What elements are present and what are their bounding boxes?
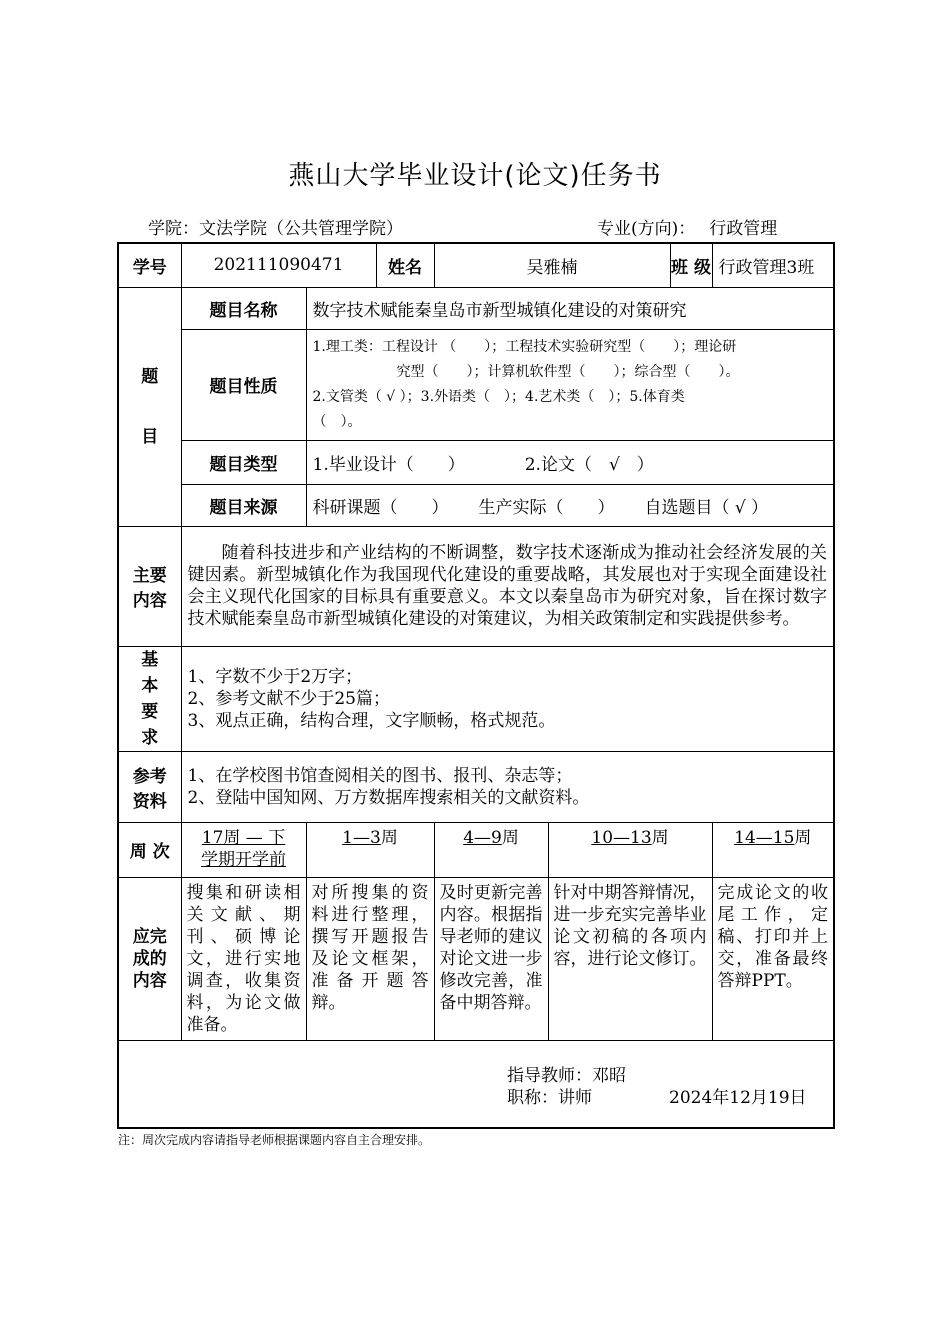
- list-item: 2、登陆中国知网、万方数据库搜索相关的文献资料。: [187, 787, 590, 808]
- week-row: [118, 822, 834, 877]
- references-label: 参考 资料: [118, 751, 181, 822]
- requirements-row: [118, 646, 834, 751]
- week-cell: 17周 — 下 学期开学前: [181, 822, 306, 877]
- student-id-label: 学号: [118, 243, 181, 287]
- task-cell: 完成论文的收尾工作，定稿、打印并上交，准备最终答辩PPT。: [712, 877, 834, 1040]
- student-name-label: 姓名: [376, 243, 434, 287]
- week-cell: 4—9周: [434, 822, 548, 877]
- list-item: 1、字数不少于2万字；: [187, 666, 363, 687]
- topic-source: 科研课题（ ） 生产实际（ ） 自选题目（ √ ）: [306, 484, 834, 526]
- topic-source-row: [118, 484, 834, 526]
- topic-name: 数字技术赋能秦皇岛市新型城镇化建设的对策研究: [306, 287, 834, 329]
- class-label: 班 级: [670, 243, 712, 287]
- topic-section-label: 题 目: [118, 287, 181, 526]
- major-value: 行政管理: [709, 219, 778, 239]
- task-cell: 搜集和研读相关文献、期刊、硕博论文，进行实地调查，收集资料，为论文做准备。: [181, 877, 306, 1040]
- list-item: 3、观点正确，结构合理，文字顺畅，格式规范。: [187, 710, 556, 731]
- list-item: 2、参考文献不少于25篇；: [187, 688, 390, 709]
- requirements-list: [181, 646, 834, 751]
- task-cell: 对所搜集的资料进行整理，撰写开题报告及论文框架，准备开题答辩。: [306, 877, 434, 1040]
- tasks-label: 应完 成的 内容: [118, 877, 181, 1040]
- week-cell: 14—15周: [712, 822, 834, 877]
- topic-nature: 1.理工类：工程设计 （ ）；工程技术实验研究型（ ）；理论研 究型（ ）；计算机软件型（ ）；综合型（ ）。 2.文管类（ √ ）；3.外语类（ ）；4.艺术类（ ）；5.体育类 （ ）。: [306, 329, 834, 440]
- week-cell: 10—13周: [548, 822, 712, 877]
- signature-cell: [118, 1040, 834, 1128]
- topic-type: 1.毕业设计（ ） 2.论文（ √ ）: [306, 440, 834, 484]
- college-info: 学院：文法学院（公共管理学院）: [148, 219, 403, 239]
- document-title: 燕山大学毕业设计(论文)任务书: [288, 161, 662, 191]
- main-content-text: 随着科技进步和产业结构的不断调整，数字技术逐渐成为推动社会经济发展的关键因素。新型城镇化作为我国现代化建设的重要战略，其发展也对于实现全面建设社会主义现代化国家的目标具有重要意义。本文以秦皇岛市为研究对象，旨在探讨数字技术赋能秦皇岛市新型城镇化建设的对策建议，为相关政策制定和实践提供参考。: [181, 526, 834, 646]
- topic-nature-row: [118, 329, 834, 440]
- topic-name-label: 题目名称: [181, 287, 306, 329]
- tasks-row: [118, 877, 834, 1040]
- list-item: 1、在学校图书馆查阅相关的图书、报刊、杂志等；: [187, 765, 573, 786]
- student-row: [118, 243, 834, 287]
- topic-type-row: [118, 440, 834, 484]
- topic-nature-label: 题目性质: [181, 329, 306, 440]
- advisor-title: 职称：讲师: [507, 1087, 592, 1108]
- sign-date: 2024年12月19日: [669, 1087, 807, 1108]
- footnote: 注：周次完成内容请指导老师根据课题内容自主合理安排。: [118, 1133, 431, 1147]
- week-label: 周 次: [118, 822, 181, 877]
- major-label: 专业(方向)：: [597, 219, 696, 239]
- task-table: [117, 242, 835, 1129]
- week-cell: 1—3周: [306, 822, 434, 877]
- references-row: [118, 751, 834, 822]
- topic-source-label: 题目来源: [181, 484, 306, 526]
- signature-row: [118, 1040, 834, 1128]
- advisor-name: 指导教师：邓昭: [507, 1065, 626, 1086]
- class-value: 行政管理3班: [712, 243, 834, 287]
- main-content-label: 主要 内容: [118, 526, 181, 646]
- topic-type-label: 题目类型: [181, 440, 306, 484]
- main-content-row: [118, 526, 834, 646]
- task-cell: 针对中期答辩情况，进一步充实完善毕业论文初稿的各项内容，进行论文修订。: [548, 877, 712, 1040]
- requirements-label: 基 本 要 求: [118, 646, 181, 751]
- references-list: [181, 751, 834, 822]
- task-cell: 及时更新完善内容。根据指导老师的建议对论文进一步修改完善，准备中期答辩。: [434, 877, 548, 1040]
- major-info: [597, 214, 777, 239]
- topic-name-row: [118, 287, 834, 329]
- student-id: 202111090471: [181, 243, 376, 287]
- student-name: 吴雅楠: [434, 243, 670, 287]
